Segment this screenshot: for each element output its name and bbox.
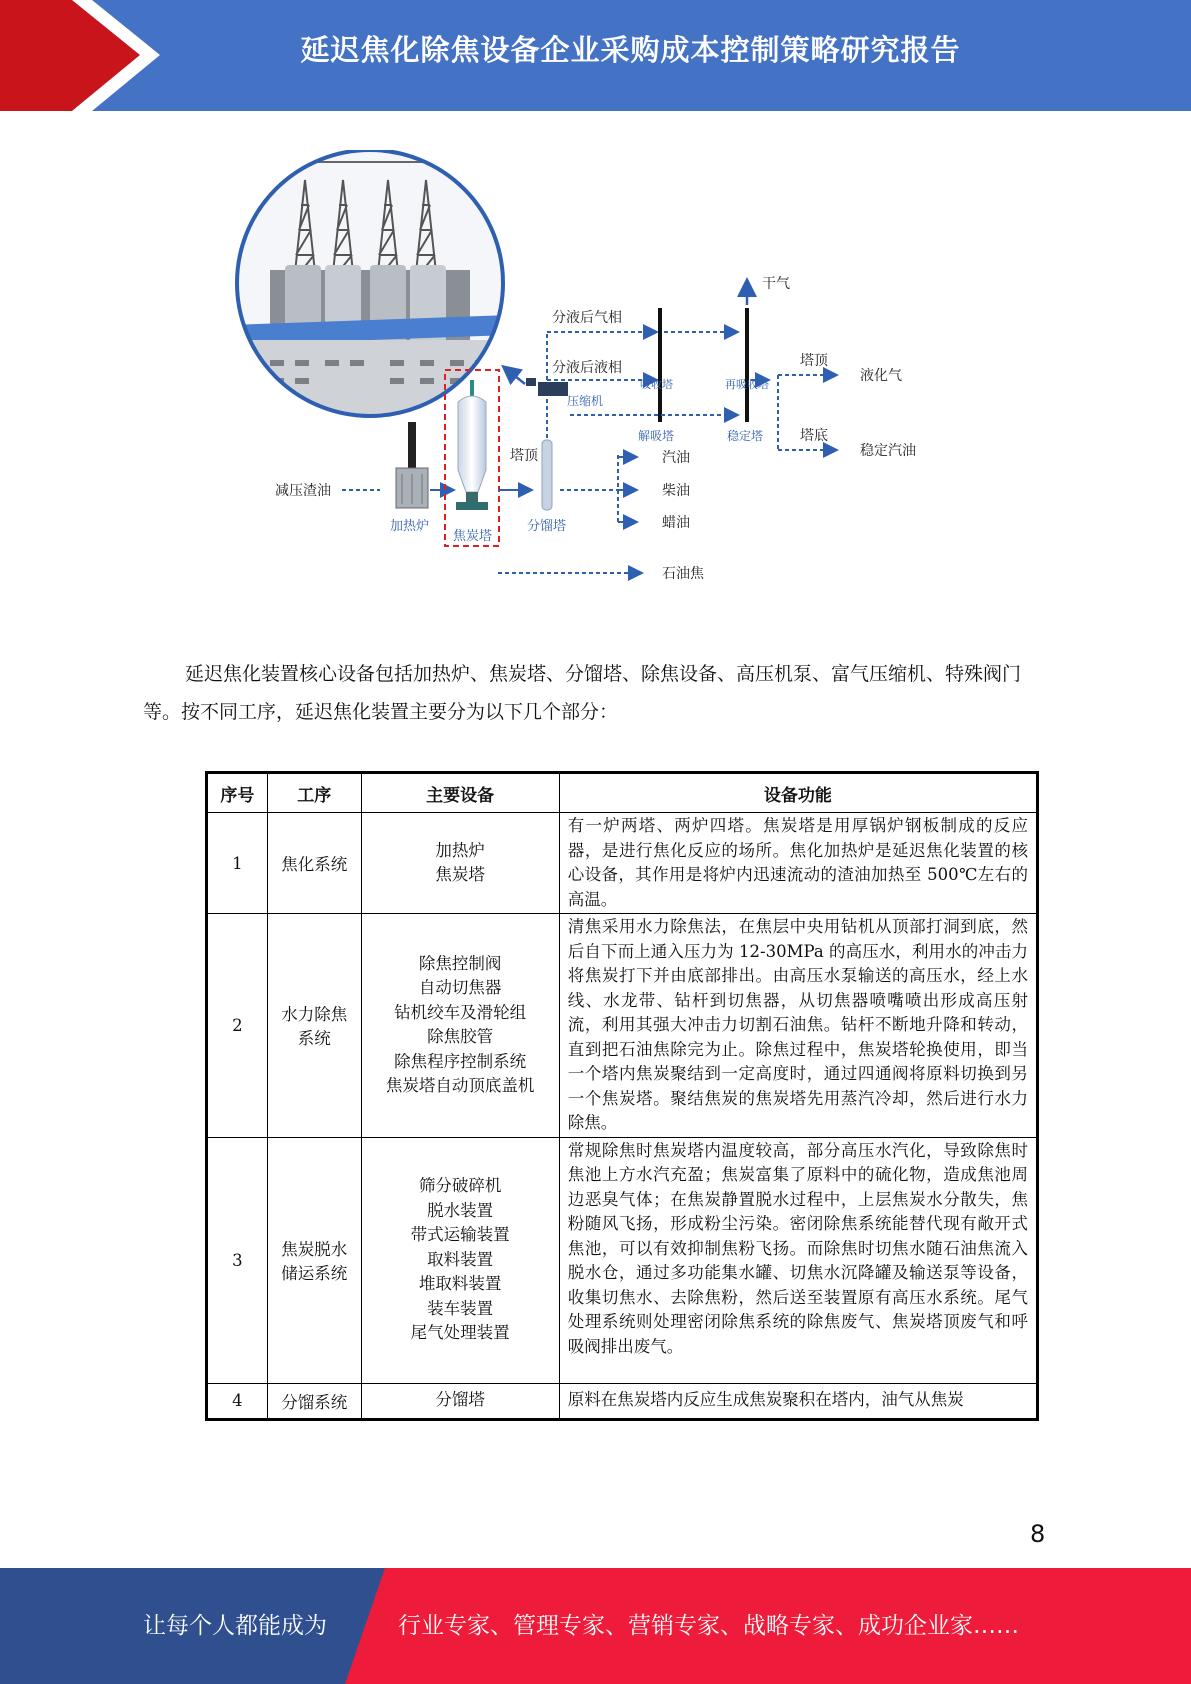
label-liquid-phase: 分液后液相 <box>552 360 622 376</box>
equipment-item: 钻机绞车及滑轮组 <box>394 1002 527 1022</box>
label-fractionator: 分馏塔 <box>527 519 567 534</box>
header-chevron-icon <box>0 0 200 111</box>
equipment-item: 装车装置 <box>427 1298 494 1318</box>
equipment-item: 筛分破碎机 <box>418 1176 502 1196</box>
row-equipment <box>361 1383 559 1419</box>
equipment-item: 堆取料装置 <box>418 1274 502 1294</box>
row-function: 常规除焦时焦炭塔内温度较高，部分高压水汽化，导致除焦时焦池上方水汽充盈；焦炭富集了原料中的硫化物，造成焦池周边恶臭气体；在焦炭静置脱水过程中，上层焦炭水分散失，焦粉随风飞扬，形成粉尘污染。密闭除焦系统能替代现有敞开式焦池，可以有效抑制焦粉飞扬。而除焦时切焦水随石油焦流入脱水仓，通过多功能集水罐、切焦水沉降罐及输送泵等设备，收集切焦水、去除焦粉，然后送至装置原有高压水系统。尾气处理系统则处理密闭除焦系统的除焦废气、焦炭塔顶废气和呼吸阀排出废气。 <box>559 1137 1037 1383</box>
row-equipment <box>361 813 559 914</box>
label-compressor: 压缩机 <box>567 394 604 408</box>
label-stabilizer: 稳定塔 <box>727 429 764 443</box>
label-coke-drum: 焦炭塔 <box>453 529 493 544</box>
process-flow-diagram <box>230 150 1030 600</box>
row-process: 焦炭脱水储运系统 <box>267 1137 361 1383</box>
header-function: 设备功能 <box>559 773 1037 813</box>
row-no: 3 <box>207 1137 268 1383</box>
table-row <box>207 813 1038 914</box>
label-diesel: 柴油 <box>662 483 690 499</box>
equipment-table <box>205 771 1039 1421</box>
label-gas-phase: 分液后气相 <box>552 310 622 326</box>
row-equipment <box>361 914 559 1138</box>
label-dry-gas: 干气 <box>762 276 790 292</box>
label-petroleum-coke: 石油焦 <box>662 566 704 582</box>
row-no: 1 <box>207 813 268 914</box>
label-heater: 加热炉 <box>390 519 430 534</box>
equipment-item: 取料装置 <box>427 1249 494 1269</box>
page-header <box>0 0 1191 111</box>
row-equipment <box>361 1137 559 1383</box>
equipment-item: 加热炉 <box>435 840 485 860</box>
row-function: 清焦采用水力除焦法，在焦层中央用钻机从顶部打洞到底，然后自下而上通入压力为 12-30MPa 的高压水，利用水的冲击力将焦炭打下并由底部排出。由高压水泵输送的高压水，经上水线、水龙带、钻杆到切焦器，从切焦器喷嘴喷出形成高压射流，利用其强大冲击力切割石油焦。钻杆不断地升降和转动，直到把石油焦除完为止。除焦过程中，焦炭塔轮换使用，即当一个塔内焦炭聚结到一定高度时，通过四通阀将原料切换到另一个焦炭塔。聚结焦炭的焦炭塔先用蒸汽冷却，然后进行水力除焦。 <box>559 914 1037 1138</box>
label-reabsorber: 再吸收塔 <box>725 378 769 391</box>
label-lpg: 液化气 <box>860 368 902 384</box>
equipment-item: 分馏塔 <box>435 1390 485 1410</box>
equipment-item: 自动切焦器 <box>418 978 502 998</box>
footer-slogan-right: 行业专家、管理专家、营销专家、战略专家、成功企业家…… <box>398 1613 1019 1639</box>
equipment-item: 除焦控制阀 <box>418 953 502 973</box>
table-row <box>207 1383 1038 1419</box>
header-process: 工序 <box>267 773 361 813</box>
label-desorber: 解吸塔 <box>638 429 675 443</box>
fractionator-icon <box>542 440 552 510</box>
header-title: 延迟焦化除焦设备企业采购成本控制策略研究报告 <box>300 33 961 67</box>
header-equipment: 主要设备 <box>361 773 559 813</box>
label-stab-top: 塔顶 <box>800 353 828 369</box>
row-no: 4 <box>207 1383 268 1419</box>
equipment-item: 焦炭塔 <box>435 865 485 884</box>
table-header-row <box>207 773 1038 813</box>
table-row <box>207 914 1038 1138</box>
label-tower-top: 塔顶 <box>510 448 538 464</box>
equipment-item: 焦炭塔自动顶底盖机 <box>385 1076 535 1096</box>
label-wax-oil: 蜡油 <box>662 515 690 531</box>
footer-slogan-left: 让每个人都能成为 <box>143 1613 327 1639</box>
header-no: 序号 <box>207 773 268 813</box>
equipment-item: 脱水装置 <box>427 1200 494 1220</box>
page-number: 8 <box>1030 1520 1046 1548</box>
row-function: 原料在焦炭塔内反应生成焦炭聚积在塔内，油气从焦炭 <box>559 1383 1037 1419</box>
equipment-item: 带式运输装置 <box>410 1225 510 1245</box>
heater-icon <box>396 422 428 508</box>
label-stab-bottom: 塔底 <box>800 428 828 444</box>
row-no: 2 <box>207 914 268 1138</box>
intro-paragraph: 延迟焦化装置核心设备包括加热炉、焦炭塔、分馏塔、除焦设备、高压机泵、富气压缩机、特殊阀门等。按不同工序，延迟焦化装置主要分为以下几个部分： <box>143 663 1022 723</box>
label-absorber: 吸收塔 <box>640 378 673 391</box>
row-function: 有一炉两塔、两炉四塔。焦炭塔是用厚锅炉钢板制成的反应器，是进行焦化反应的场所。焦化加热炉是延迟焦化装置的核心设备，其作用是将炉内迅速流动的渣油加热至 500℃左右的高温。 <box>559 813 1037 914</box>
row-process: 焦化系统 <box>267 813 361 914</box>
equipment-item: 除焦胶管 <box>427 1027 494 1047</box>
coke-drum-icon <box>456 380 488 510</box>
page-footer <box>0 1568 1191 1684</box>
plant-illustration <box>230 150 510 420</box>
row-process: 水力除焦系统 <box>267 914 361 1138</box>
equipment-item: 除焦程序控制系统 <box>394 1051 527 1071</box>
label-gasoline: 汽油 <box>662 450 690 466</box>
label-stable-gasoline: 稳定汽油 <box>860 443 916 459</box>
row-process: 分馏系统 <box>267 1383 361 1419</box>
label-feed: 减压渣油 <box>275 483 331 499</box>
equipment-item: 尾气处理装置 <box>410 1323 510 1343</box>
table-row <box>207 1137 1038 1383</box>
